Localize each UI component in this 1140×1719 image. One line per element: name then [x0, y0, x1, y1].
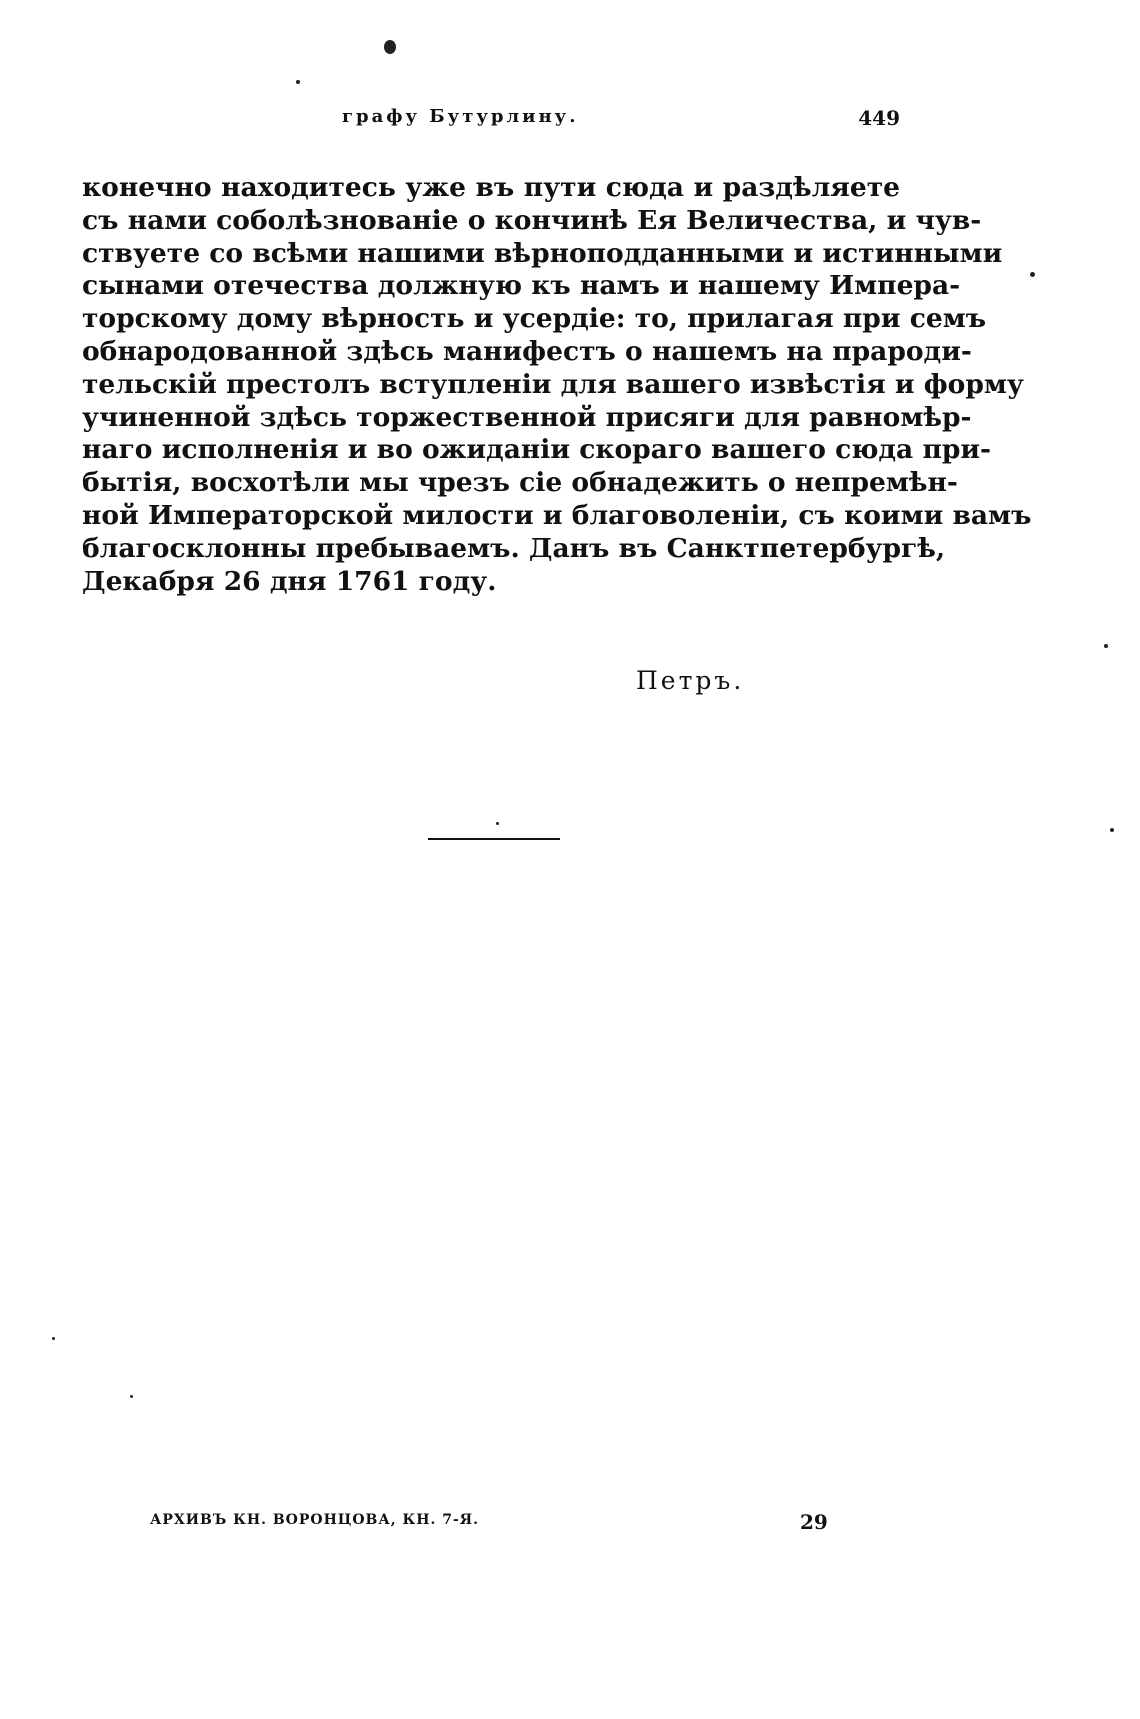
page-number: 449: [858, 106, 900, 130]
section-divider: [428, 838, 560, 840]
text-line: учиненной здѣсь торжественной присяги для равномѣр-: [82, 401, 972, 433]
ink-speck: [52, 1337, 55, 1340]
text-line: благосклонны пребываемъ. Данъ въ Санктпетербургѣ,: [82, 532, 946, 564]
text-line: тельскій престолъ вступленіи для вашего извѣстія и форму: [82, 368, 1024, 400]
ink-speck: [384, 40, 396, 54]
ink-speck: [1104, 644, 1108, 648]
ink-speck: [496, 822, 499, 825]
text-line: ной Императорской милости и благоволеніи, съ коими вамъ: [82, 499, 1032, 531]
signature: Петръ.: [636, 666, 745, 695]
running-title: графу Бутурлину.: [342, 106, 579, 127]
page-footer: [150, 1512, 830, 1542]
footer-source: АРХИВЪ КН. ВОРОНЦОВА, КН. 7-Я.: [150, 1512, 479, 1528]
ink-speck: [1110, 828, 1114, 832]
ink-speck: [130, 1395, 133, 1398]
letter-body: [82, 172, 1032, 598]
text-line: наго исполненія и во ожиданіи скораго вашего сюда при-: [82, 434, 992, 466]
ink-speck: [1030, 272, 1035, 277]
text-line: съ нами соболѣзнованіе о кончинѣ Ея Величества, и чув-: [82, 204, 982, 236]
signature-mark: 29: [800, 1510, 828, 1534]
text-line: сынами отечества должную къ намъ и нашему Импера-: [82, 270, 961, 302]
text-line: Декабря 26 дня 1761 году.: [82, 565, 497, 597]
text-line: бытія, восхотѣли мы чрезъ сіе обнадежить о непремѣн-: [82, 467, 958, 499]
text-line: обнародованной здѣсь манифестъ о нашемъ на прароди-: [82, 335, 972, 367]
text-line: торскому дому вѣрность и усердіе: то, прилагая при семъ: [82, 303, 987, 335]
ink-speck: [296, 80, 300, 84]
running-head: [82, 106, 900, 136]
text-line: конечно находитесь уже въ пути сюда и раздѣляете: [82, 172, 900, 203]
text-line: ствуете со всѣми нашими вѣрноподданными и истинными: [82, 237, 1003, 269]
